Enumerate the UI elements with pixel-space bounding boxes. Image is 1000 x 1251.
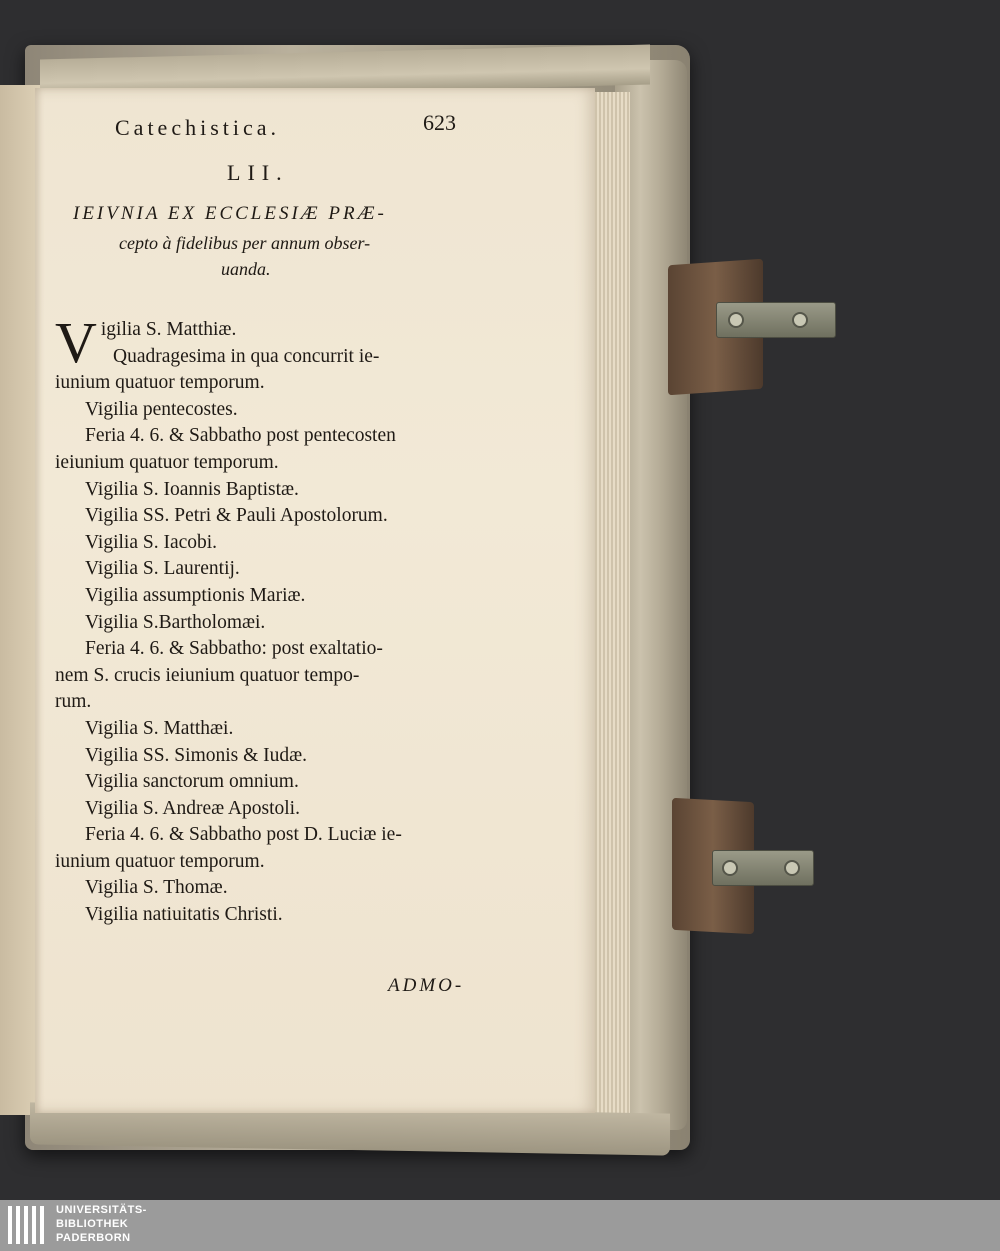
clasp-rivet xyxy=(728,312,744,328)
clasp-rivet xyxy=(784,860,800,876)
text-line: Vigilia S.Bartholomæi. xyxy=(85,611,266,633)
text-line: Feria 4. 6. & Sabbatho post pentecosten xyxy=(85,425,396,447)
library-name-line: UNIVERSITÄTS- xyxy=(56,1204,147,1216)
library-name xyxy=(56,1203,147,1245)
drop-capital: V xyxy=(55,310,97,375)
text-line: Vigilia SS. Petri & Pauli Apostolorum. xyxy=(85,505,388,527)
library-name-line: BIBLIOTHEK xyxy=(56,1218,129,1230)
upper-clasp xyxy=(668,262,838,397)
facing-page-edge xyxy=(0,85,40,1115)
text-line: Feria 4. 6. & Sabbatho post D. Luciæ ie- xyxy=(85,824,402,846)
text-line: Vigilia S. Ioannis Baptistæ. xyxy=(85,478,299,500)
text-line: Vigilia S. Matthæi. xyxy=(85,717,234,739)
text-line: Vigilia S. Thomæ. xyxy=(85,877,228,899)
section-title-line: cepto à fidelibus per annum obser- xyxy=(119,233,371,253)
text-line: Vigilia natiuitatis Christi. xyxy=(85,904,283,926)
library-footer-bar xyxy=(0,1200,1000,1251)
text-line: Vigilia S. Andreæ Apostoli. xyxy=(85,797,300,819)
section-number: LII. xyxy=(227,160,289,185)
text-line: Vigilia SS. Simonis & Iudæ. xyxy=(85,744,308,766)
text-line: nem S. crucis ieiunium quatuor tempo- xyxy=(55,664,360,686)
text-line: Vigilia pentecostes. xyxy=(85,398,238,420)
book-page xyxy=(35,88,595,1113)
clasp-rivet xyxy=(722,860,738,876)
text-line-content: igilia S. Matthiæ. xyxy=(100,319,237,340)
text-line: Vigilia sanctorum omnium. xyxy=(85,771,299,793)
library-name-line: PADERBORN xyxy=(56,1232,131,1244)
text-line: Feria 4. 6. & Sabbatho: post exaltatio- xyxy=(85,638,383,660)
text-line: ieiunium quatuor temporum. xyxy=(55,451,279,473)
section-title-line: IEIVNIA EX ECCLESIÆ PRÆ- xyxy=(73,203,387,224)
text-line: Quadragesima in qua concurrit ie- xyxy=(113,345,380,367)
text-line: Vigilia assumptionis Mariæ. xyxy=(85,584,306,606)
text-line: Vigilia S. Iacobi. xyxy=(85,531,218,553)
library-logo-icon xyxy=(6,1204,46,1248)
catchword: ADMO- xyxy=(388,975,465,996)
text-line: iunium quatuor temporum. xyxy=(55,372,265,394)
section-title-line: uanda. xyxy=(221,259,271,279)
fast-days-list xyxy=(55,310,485,929)
running-head: Catechistica. xyxy=(115,115,281,140)
text-line: Vigilia S. Laurentij. xyxy=(85,558,240,580)
page-number: 623 xyxy=(423,110,456,135)
text-line: iunium quatuor temporum. xyxy=(55,850,265,872)
text-line: rum. xyxy=(55,691,92,713)
clasp-rivet xyxy=(792,312,808,328)
lower-clasp xyxy=(672,800,817,935)
